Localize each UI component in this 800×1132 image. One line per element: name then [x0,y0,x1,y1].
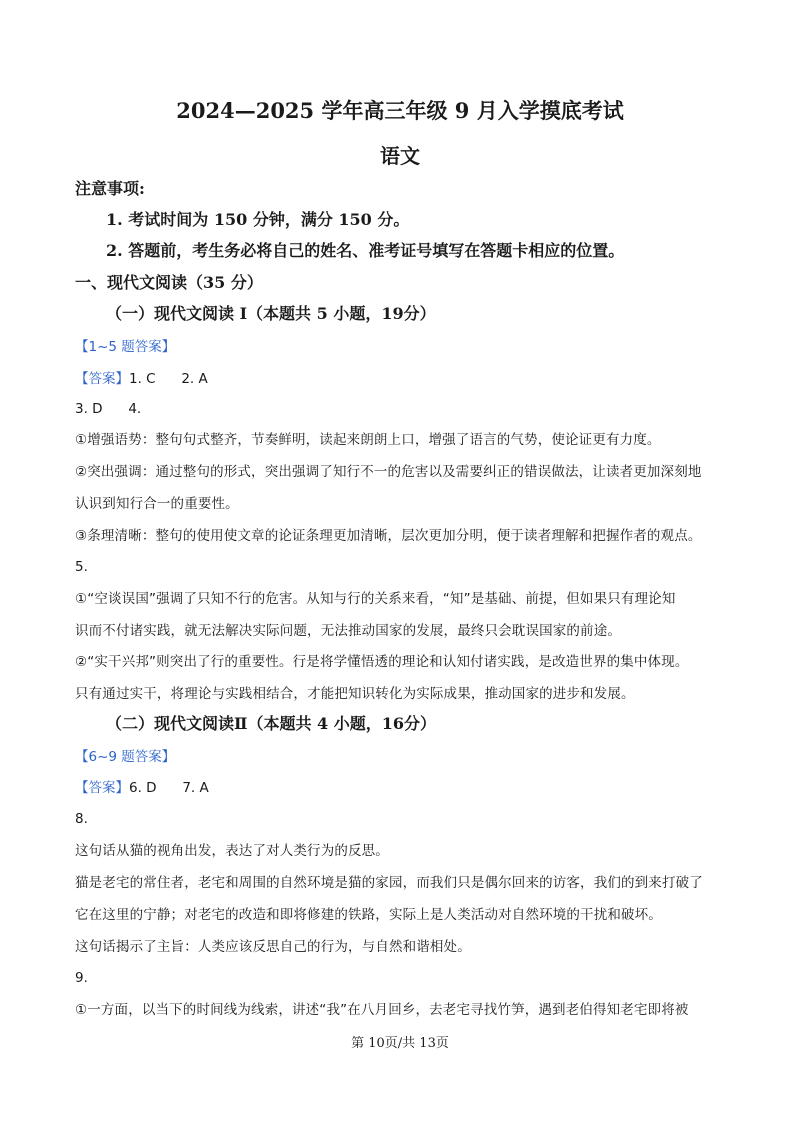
q5-line-3: ②“实干兴邦”则突出了行的重要性。行是将学懂悟透的理论和认知付诸实践，是改造世界的集中体现。 [75,654,689,670]
q8-line-1: 这句话从猫的视角出发，表达了对人类行为的反思。 [75,843,389,859]
part1-answer-line-2: 3. D 4. [75,401,142,417]
notice-item-2: 2. 答题前，考生务必将自己的姓名、准考证号填写在答题卡相应的位置。 [106,241,625,260]
answer-values: 6. D 7. A [129,780,209,796]
part1-heading: （一）现代文阅读 Ⅰ（本题共 5 小题，19分） [106,304,436,323]
q9-line-1: ①一方面，以当下的时间线为线索，讲述“我”在八月回乡，去老宅寻找竹笋，遇到老伯得知老宅即将被 [75,1002,689,1018]
part1-range-label: 【1~5 题答案】 [75,339,176,355]
answer-values: 1. C 2. A [129,371,208,387]
notice-heading: 注意事项: [75,179,145,198]
q8-line-3: 它在这里的宁静；对老宅的改造和即将修建的铁路，实际上是人类活动对自然环境的干扰和破坏。 [75,907,662,923]
answer-tag: 【答案】 [75,780,129,796]
q4-line-4: ③条理清晰：整句的使用使文章的论证条理更加清晰，层次更加分明，便于读者理解和把握作者的观点。 [75,528,702,544]
q8-line-4: 这句话揭示了主旨：人类应该反思自己的行为，与自然和谐相处。 [75,939,471,955]
q5-line-2: 识而不付诸实践，就无法解决实际问题，无法推动国家的发展，最终只会耽误国家的前途。 [75,623,621,639]
part2-range-label: 【6~9 题答案】 [75,749,176,765]
notice-item-1: 1. 考试时间为 150 分钟，满分 150 分。 [106,210,410,229]
part1-answer-line-1 [75,373,208,387]
answer-tag: 【答案】 [75,371,129,387]
subject-title: 语文 [380,144,420,168]
q5-number: 5. [75,559,88,575]
q5-line-1: ①“空谈误国”强调了只知不行的危害。从知与行的关系来看，“知”是基础、前提，但如果只有理论知 [75,591,676,607]
q4-line-1: ①增强语势：整句句式整齐，节奏鲜明，读起来朗朗上口，增强了语言的气势，使论证更有力度。 [75,432,661,448]
part2-answer-line-1 [75,782,209,796]
q4-line-3: 认识到知行合一的重要性。 [75,496,239,512]
q4-line-2: ②突出强调：通过整句的形式，突出强调了知行不一的危害以及需要纠正的错误做法，让读者更加深刻地 [75,464,702,480]
page-number: 第 10页/共 13页 [351,1036,449,1051]
q9-number: 9. [75,970,88,986]
exam-title: 2024—2025 学年高三年级 9 月入学摸底考试 [176,98,624,123]
part2-heading: （二）现代文阅读Ⅱ（本题共 4 小题，16分） [106,714,437,733]
q8-number: 8. [75,811,88,827]
q8-line-2: 猫是老宅的常住者，老宅和周围的自然环境是猫的家园，而我们只是偶尔回来的访客，我们的到来打破了 [75,875,703,891]
q5-line-4: 只有通过实干，将理论与实践相结合，才能把知识转化为实际成果，推动国家的进步和发展。 [75,686,635,702]
section-heading: 一、现代文阅读（35 分） [75,273,263,292]
